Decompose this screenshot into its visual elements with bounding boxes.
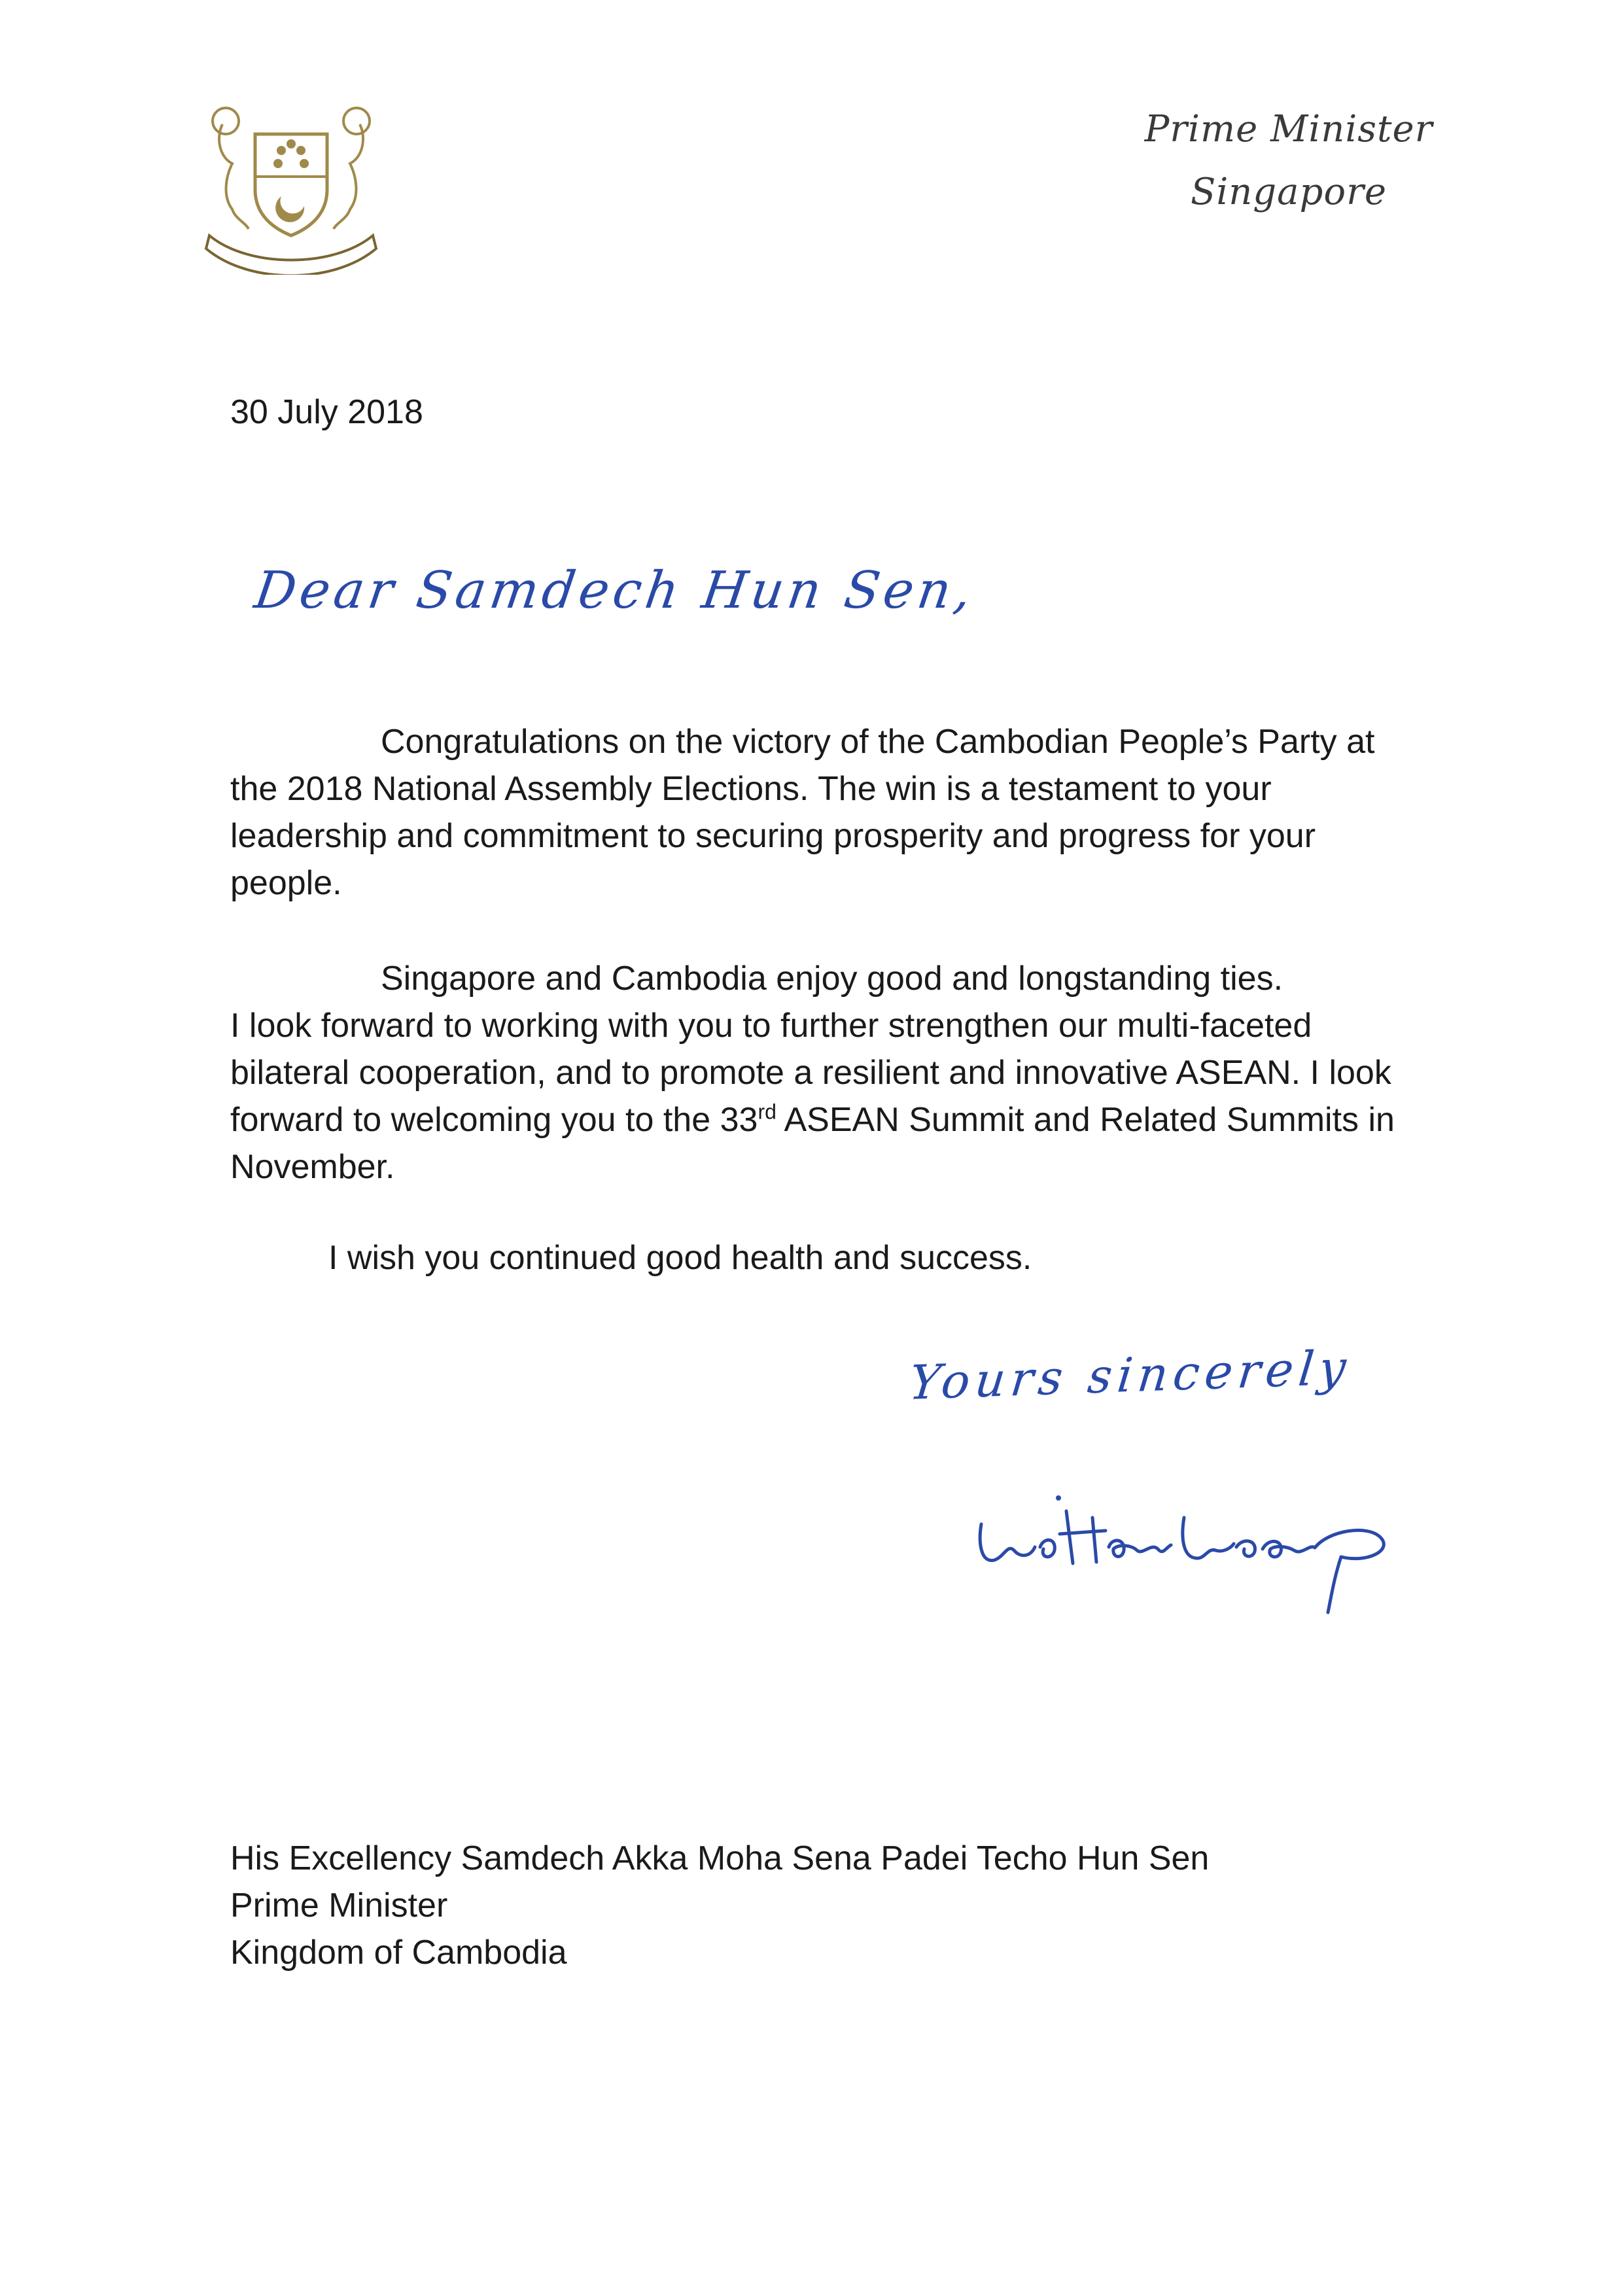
ordinal-suffix: rd [758, 1100, 777, 1124]
letter-date: 30 July 2018 [230, 393, 423, 431]
signature [975, 1485, 1406, 1616]
paragraph-2-end: ASEAN Summit and Related Summits in November. [230, 1101, 1395, 1186]
paragraph-bilateral-ties [230, 955, 1408, 1191]
paragraph-1-text: Congratulations on the victory of the Cambodian People’s Party at the 2018 National Assembly Elections. The win is a testament to your leadership and commitment to securing prosperity and progress for your people. [230, 723, 1375, 902]
paragraph-2-body: I look forward to working with you to further strengthen our multi-faceted bilateral cooperation, and to promote a resilient and innovative ASEAN. I look forward to welcoming you to the 33 [230, 1007, 1391, 1139]
singapore-coat-of-arms-emblem [196, 98, 386, 275]
letterhead [1079, 98, 1498, 224]
paragraph-wishes [230, 1234, 1408, 1281]
addressee-name: His Excellency Samdech Akka Moha Sena Padei Techo Hun Sen [230, 1839, 1210, 1877]
addressee-title: Prime Minister [230, 1887, 448, 1924]
addressee-block [230, 1835, 1209, 1976]
letterhead-title: Prime Minister [1144, 108, 1433, 150]
paragraph-2-opening: Singapore and Cambodia enjoy good and longstanding ties. [381, 960, 1283, 998]
handwritten-closing: Yours sincerely [906, 1340, 1354, 1410]
coat-of-arms-icon [196, 98, 386, 275]
handwritten-salutation: Dear Samdech Hun Sen, [251, 561, 979, 620]
letterhead-country: Singapore [1190, 171, 1387, 213]
signature-scribble-icon [975, 1485, 1406, 1616]
paragraph-3-text: I wish you continued good health and success. [328, 1239, 1032, 1277]
paragraph-congratulations [230, 718, 1408, 907]
addressee-country: Kingdom of Cambodia [230, 1934, 567, 1972]
